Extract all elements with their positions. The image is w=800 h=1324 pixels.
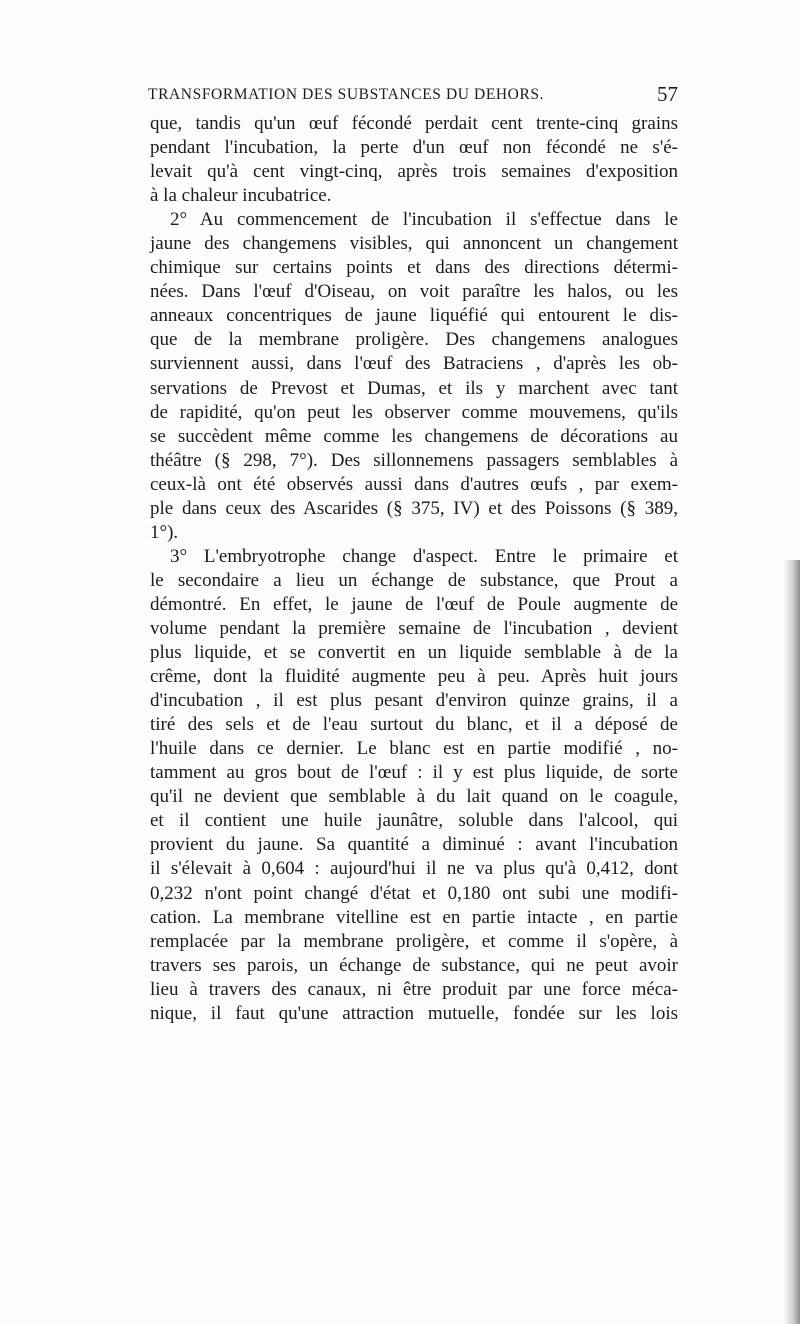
text-line: tamment au gros bout de l'œuf : il y est plus liquide, de sorte — [150, 762, 678, 784]
running-head — [148, 82, 678, 110]
text-line: se succèdent même comme les changemens de décorations au — [150, 425, 678, 447]
text-line: le secondaire a lieu un échange de substance, que Prout a — [150, 569, 678, 591]
text-line: ceux-là ont été observés aussi dans d'autres œufs , par exem- — [150, 473, 678, 495]
text-line: crême, dont la fluidité augmente peu à peu. Après huit jours — [150, 666, 678, 688]
running-title: TRANSFORMATION DES SUBSTANCES DU DEHORS. — [148, 86, 545, 103]
text-line: travers ses parois, un échange de substance, qui ne peut avoir — [150, 954, 678, 976]
text-line: provient du jaune. Sa quantité a diminué : avant l'incubation — [150, 834, 678, 856]
text-line: que, tandis qu'un œuf fécondé perdait cent trente-cinq grains — [150, 113, 678, 134]
text-line: levait qu'à cent vingt-cinq, après trois semaines d'exposition — [150, 161, 678, 183]
text-line — [150, 545, 678, 569]
text-line: nées. Dans l'œuf d'Oiseau, on voit paraître les halos, ou les — [150, 281, 678, 303]
page-number: 57 — [657, 82, 678, 106]
body-text — [150, 112, 678, 1026]
text-line-content: 3° L'embryotrophe change d'aspect. Entre le primaire et — [170, 545, 678, 567]
text-line: plus liquide, et se convertit en un liquide semblable à de la — [150, 642, 678, 664]
text-line: lieu à travers des canaux, ni être produit par une force méca- — [150, 978, 678, 1000]
text-line: qu'il ne devient que semblable à du lait quand on le coagule, — [150, 786, 678, 808]
text-line: anneaux concentriques de jaune liquéfié qui entourent le dis- — [150, 305, 678, 327]
text-line: théâtre (§ 298, 7°). Des sillonnemens passagers semblables à — [150, 449, 678, 471]
text-line: de rapidité, qu'on peut les observer comme mouvemens, qu'ils — [150, 401, 678, 423]
text-line — [150, 208, 678, 232]
text-line: démontré. En effet, le jaune de l'œuf de Poule augmente de — [150, 593, 678, 615]
text-line: ple dans ceux des Ascarides (§ 375, IV) et des Poissons (§ 389, — [150, 497, 678, 519]
text-line: à la chaleur incubatrice. — [150, 185, 332, 207]
text-line: chimique sur certains points et dans des directions détermi- — [150, 257, 678, 279]
text-line: pendant l'incubation, la perte d'un œuf non fécondé ne s'é- — [150, 137, 678, 159]
text-line: tiré des sels et de l'eau surtout du blanc, et il a déposé de — [150, 714, 678, 736]
text-line: nique, il faut qu'une attraction mutuelle, fondée sur les lois — [150, 1002, 678, 1024]
page-edge-shadow — [784, 560, 800, 1324]
text-line: et il contient une huile jaunâtre, soluble dans l'alcool, qui — [150, 810, 678, 832]
text-line: jaune des changemens visibles, qui annoncent un changement — [150, 233, 678, 255]
text-line: l'huile dans ce dernier. Le blanc est en partie modifié , no- — [150, 738, 678, 760]
text-line: d'incubation , il est plus pesant d'environ quinze grains, il a — [150, 690, 678, 712]
text-line: il s'élevait à 0,604 : aujourd'hui il ne va plus qu'à 0,412, dont — [150, 858, 678, 880]
text-line: 1°). — [150, 521, 179, 543]
text-line: servations de Prevost et Dumas, et ils y marchent avec tant — [150, 377, 678, 399]
text-line: cation. La membrane vitelline est en partie intacte , en partie — [150, 906, 678, 928]
text-line: remplacée par la membrane proligère, et comme il s'opère, à — [150, 930, 678, 952]
text-line: surviennent aussi, dans l'œuf des Batraciens , d'après les ob- — [150, 353, 678, 375]
text-line-content: 2° Au commencement de l'incubation il s'effectue dans le — [170, 209, 678, 231]
text-line: volume pendant la première semaine de l'incubation , devient — [150, 617, 678, 639]
text-line: 0,232 n'ont point changé d'état et 0,180 ont subi une modifi- — [150, 882, 678, 904]
text-line: que de la membrane proligère. Des changemens analogues — [150, 329, 678, 351]
